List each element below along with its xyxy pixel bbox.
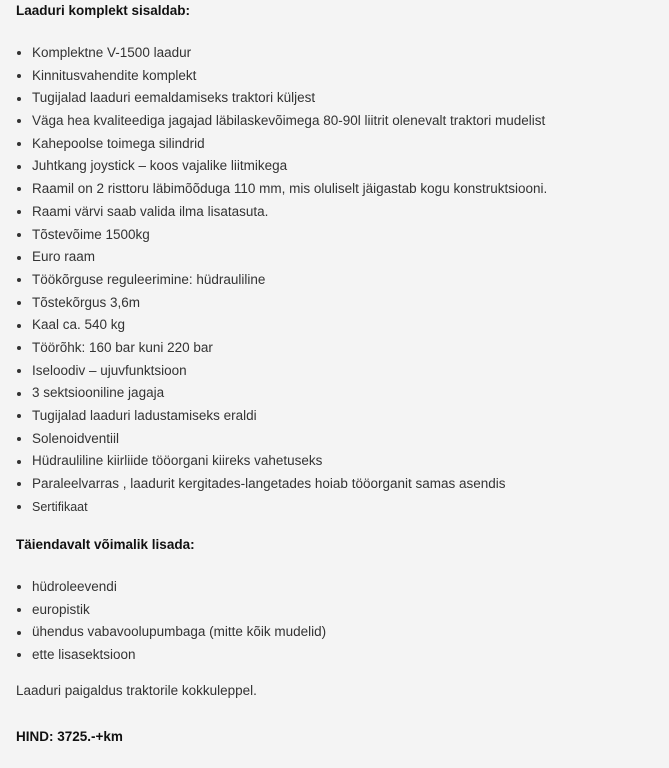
price-label: HIND: 3725.-+km — [16, 729, 123, 744]
list-item: Paraleelvarras , laadurit kergitades-langetades hoiab tööorganit samas asendis — [16, 473, 547, 496]
contents-heading: Laaduri komplekt sisaldab: — [16, 3, 191, 18]
list-item: Euro raam — [16, 246, 547, 269]
list-item: Iseloodiv – ujuvfunktsioon — [16, 360, 547, 383]
list-item: Raami värvi saab valida ilma lisatasuta. — [16, 201, 547, 224]
list-item: Komplektne V-1500 laadur — [16, 42, 547, 65]
contents-list — [16, 42, 547, 518]
list-item: Väga hea kvaliteediga jagajad läbilaskevõimega 80-90l liitrit olenevalt traktori mudelist — [16, 110, 547, 133]
list-item: europistik — [16, 599, 326, 622]
extras-heading: Täiendavalt võimalik lisada: — [16, 537, 195, 552]
list-item: Tõstevõime 1500kg — [16, 224, 547, 247]
list-item: Töökõrguse reguleerimine: hüdrauliline — [16, 269, 547, 292]
list-item: Raamil on 2 risttoru läbimõõduga 110 mm, mis oluliselt jäigastab kogu konstruktsiooni. — [16, 178, 547, 201]
installation-note: Laaduri paigaldus traktorile kokkuleppel. — [16, 683, 257, 698]
extras-list — [16, 576, 326, 667]
list-item: ühendus vabavoolupumbaga (mitte kõik mudelid) — [16, 621, 326, 644]
list-item: hüdroleevendi — [16, 576, 326, 599]
list-item: Tugijalad laaduri eemaldamiseks traktori küljest — [16, 87, 547, 110]
list-item: Solenoidventiil — [16, 428, 547, 451]
list-item: Kaal ca. 540 kg — [16, 314, 547, 337]
list-item: 3 sektsiooniline jagaja — [16, 382, 547, 405]
list-item: Töörõhk: 160 bar kuni 220 bar — [16, 337, 547, 360]
list-item: Hüdrauliline kiirliide tööorgani kiireks vahetuseks — [16, 450, 547, 473]
list-item: Tugijalad laaduri ladustamiseks eraldi — [16, 405, 547, 428]
list-item: Kinnitusvahendite komplekt — [16, 65, 547, 88]
list-item: Sertifikaat — [16, 496, 547, 519]
list-item: ette lisasektsioon — [16, 644, 326, 667]
list-item: Kahepoolse toimega silindrid — [16, 133, 547, 156]
list-item: Tõstekõrgus 3,6m — [16, 292, 547, 315]
list-item: Juhtkang joystick – koos vajalike liitmikega — [16, 155, 547, 178]
